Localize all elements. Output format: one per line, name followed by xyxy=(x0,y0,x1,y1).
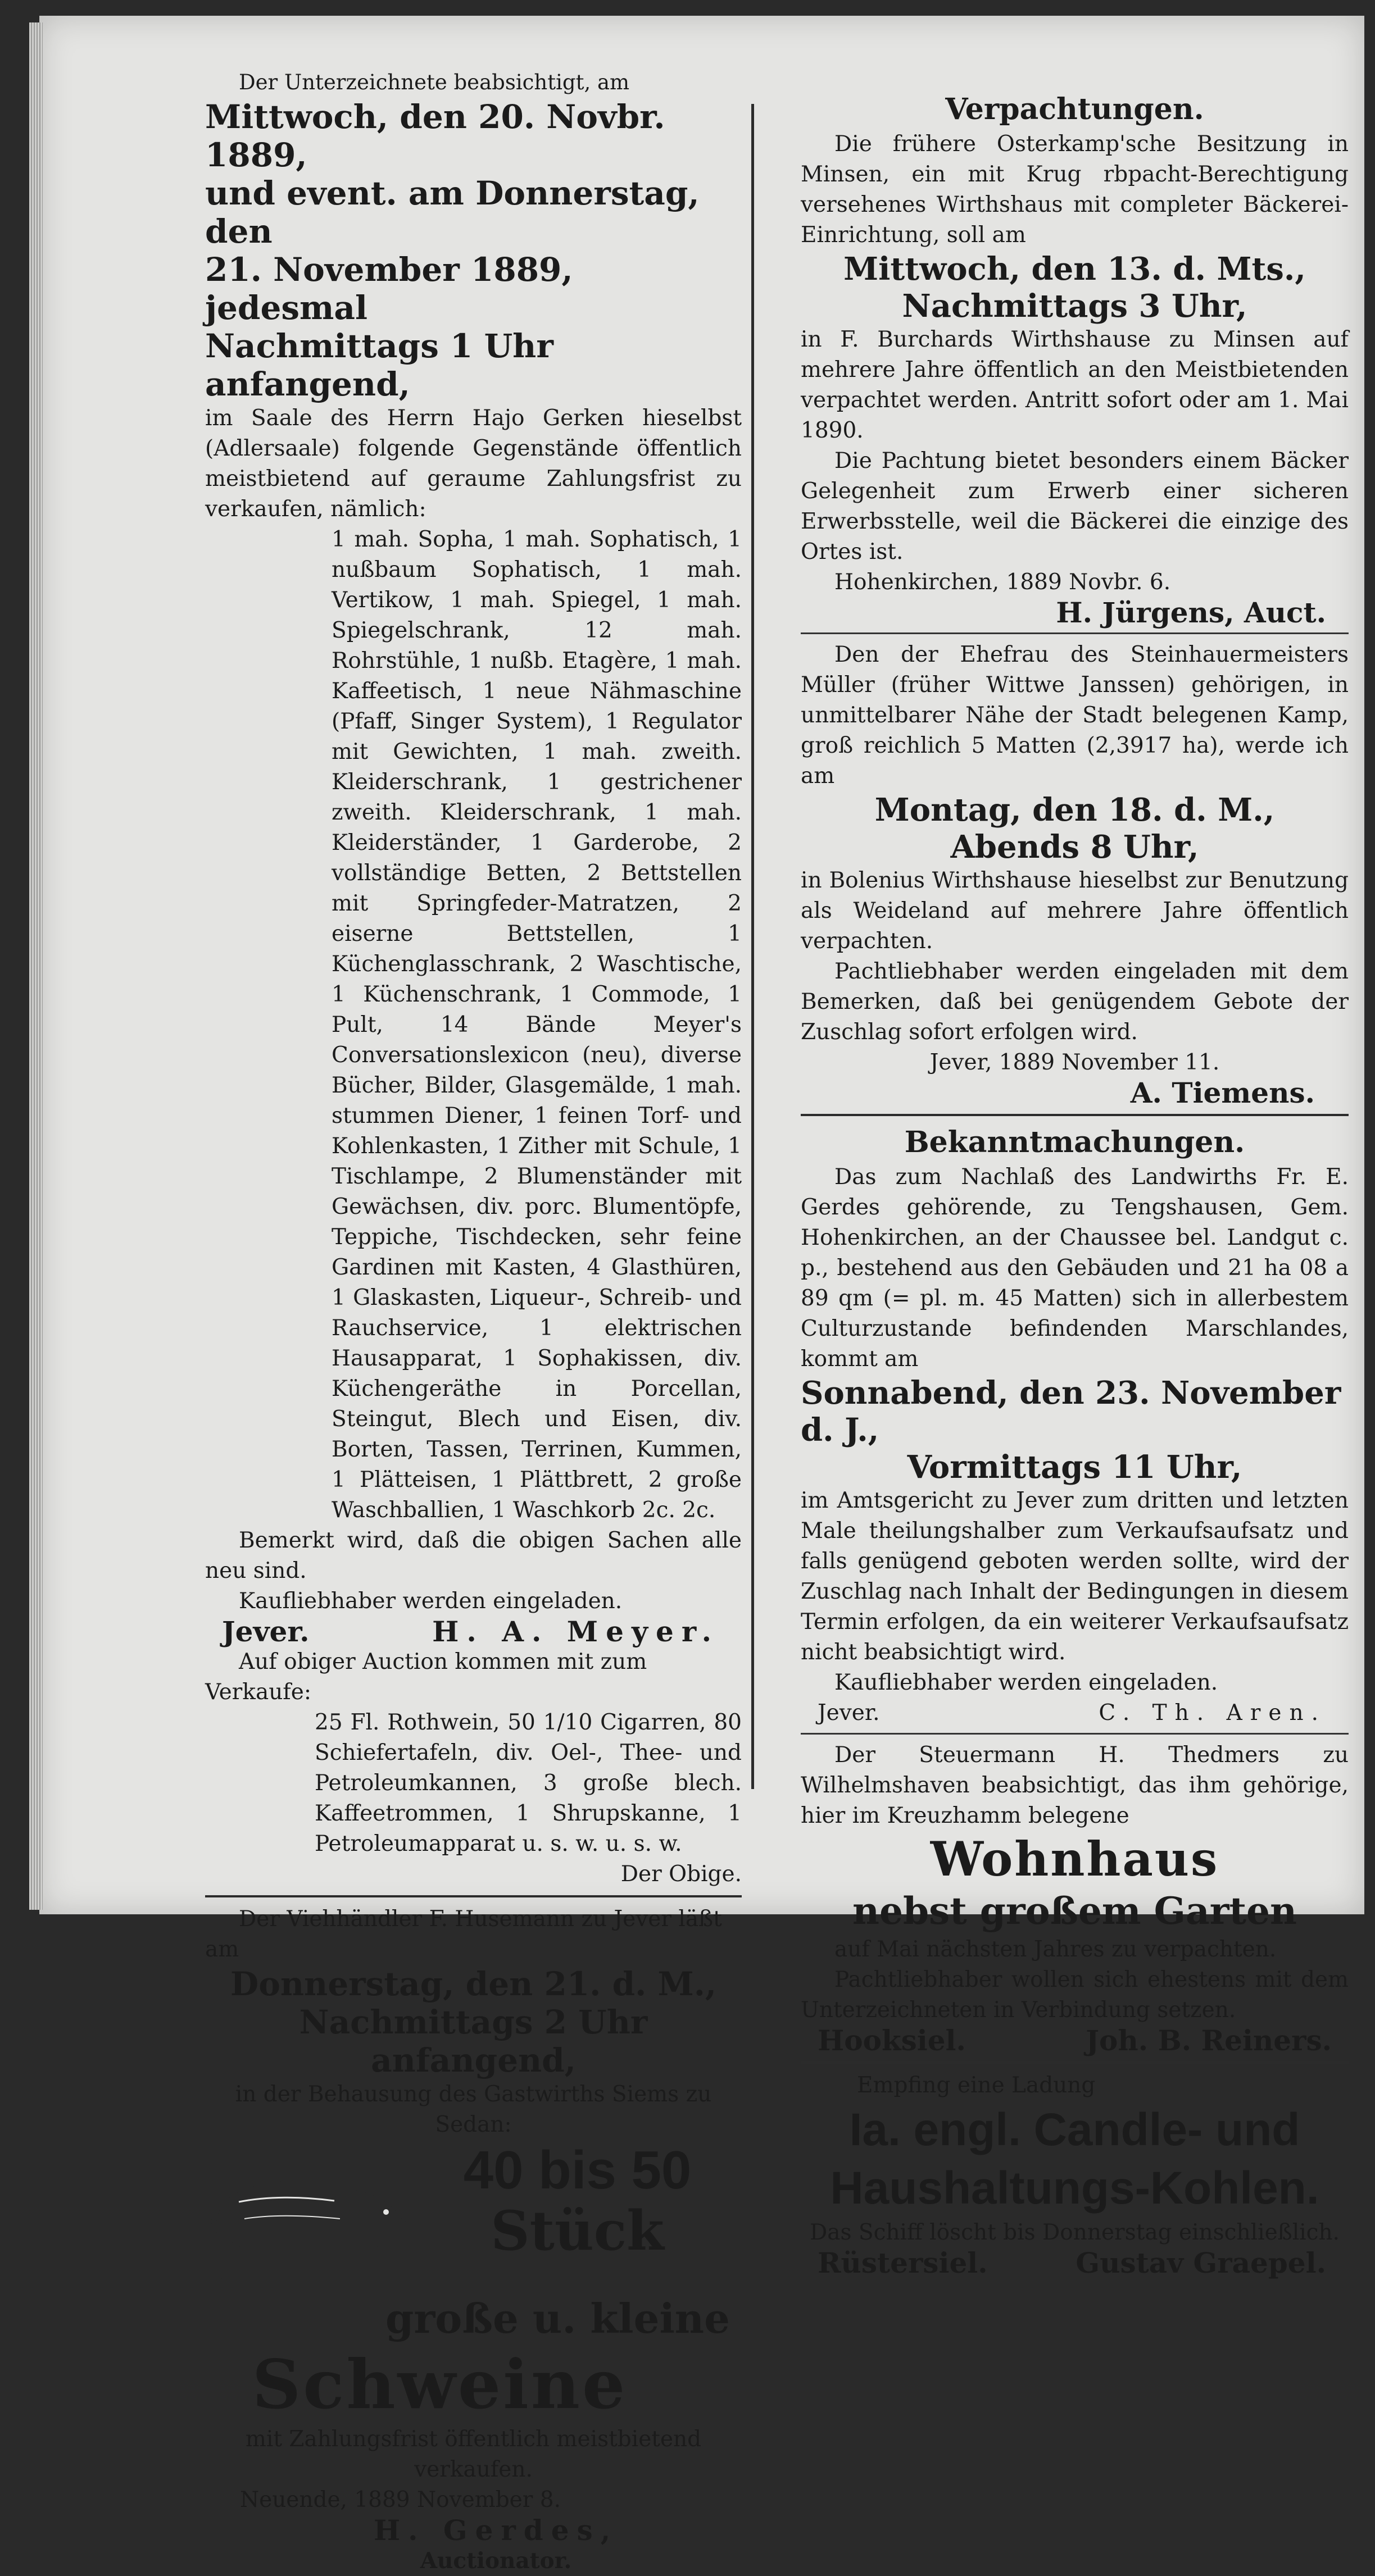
auction-place: Jever. xyxy=(222,1615,310,1648)
pig-dateline: Neuende, 1889 November 8. xyxy=(239,2487,561,2513)
auction-item-list: 1 mah. Sopha, 1 mah. Sophatisch, 1 nußbaum Sophatisch, 1 mah. Vertikow, 1 mah. Spiegel, 1 mah. Spiegelschrank, 12 mah. Rohrstühle, 1 nußb. Etagère, 1 mah. Kaffeetisch, 1 neue Nähmaschine (Pfaff, Singer System), 1 Regulator mit Gewichten, 1 mah. zweith. Kleiderschrank, 1 gestrichener zweith. Kleiderschrank, 1 mah. Kleiderständer, 1 Garderobe, 2 vollständige Betten, 2 Bettstellen mit Springfeder-Matratzen, 2 eiserne Bettstellen, 1 Küchenglasschrank, 2 Waschtische, 1 Küchenschrank, 1 Commode, 1 Pult, 14 Bände Meyer's Conversationslexicon (neu), diverse Bücher, Bilder, Glasgemälde, 1 mah. stummen Diener, 1 feinen Torf- und Kohlenkasten, 1 Zither mit Schule, 1 Tischlampe, 2 Blumenständer mit Gewächsen, div. porc. Blumentöpfe, Teppiche, Tischdecken, sehr feine Gardinen mit Kasten, 4 Glasthüren, 1 Glaskasten, Liqueur-, Schreib- und Rauchservice, 1 elektrischen Hausapparat, 1 Sophakissen, div. Küchengeräthe in Porcellan, Steingut, Blech und Eisen, div. Borten, Tassen, Terrinen, Kummen, 1 Plätteisen, 1 Plättbrett, 2 große Waschballien, 1 Waschkorb 2c. 2c. xyxy=(332,527,742,1523)
section-rule xyxy=(205,1895,742,1897)
lease-body: in F. Burchards Wirthshause zu Minsen auf mehrere Jahre öffentlich an den Meistbietenden verpachtet werden. Antritt sofort oder am 1. Mai 1890. xyxy=(801,327,1349,443)
page-edge xyxy=(29,22,43,1910)
pig-sizes: große u. kleine xyxy=(385,2295,730,2342)
section-rule xyxy=(801,1733,1349,1735)
auction-date-line: Mittwoch, den 20. Novbr. 1889, xyxy=(205,98,665,174)
pig-auction-date: Donnerstag, den 21. d. M., xyxy=(230,1965,717,2003)
auction-extra-items: 25 Fl. Rothwein, 50 1/10 Cigarren, 80 Schiefertafeln, div. Oel-, Thee- und Petroleumkannen, 3 große blech. Kaffeetrommen, 1 Shrupskanne, 1 Petroleumapparat u. s. w. u. s. w. xyxy=(315,1710,742,1856)
kamp-lease-notice xyxy=(801,640,1349,1108)
pig-count: 40 bis 50 xyxy=(463,2140,692,2200)
estate-notice-gerdes xyxy=(801,1123,1349,1728)
lease-signer: H. Jürgens, Auct. xyxy=(1056,596,1326,629)
lease-body: Die frühere Osterkamp'sche Besitzung in Minsen, ein mit Krug rbpacht-Berechtigung versehenes Wirthshaus mit completer Bäckerei-Einrichtung, soll am xyxy=(801,131,1349,248)
pig-auction-time: Nachmittags 2 Uhr anfangend, xyxy=(299,2003,648,2079)
auction-extra-signer: Der Obige. xyxy=(620,1862,742,1887)
right-column xyxy=(801,90,1349,2278)
section-rule xyxy=(801,632,1349,634)
notice-buyers-invite: Kaufliebhaber werden eingeladen. xyxy=(834,1670,1218,1695)
lease-dateline: Hohenkirchen, 1889 Novbr. 6. xyxy=(834,570,1171,595)
kamp-dateline: Jever, 1889 November 11. xyxy=(929,1050,1220,1075)
coal-title: Haushaltungs-Kohlen. xyxy=(830,2163,1319,2214)
coal-body: Das Schiff löscht bis Donnerstag einschließlich. xyxy=(809,2220,1340,2245)
pig-auction-notice xyxy=(205,1904,742,2576)
pig-auction-intro: Der Viehhändler F. Husemann zu Jever läßt am xyxy=(205,1906,722,1962)
auction-signature-row xyxy=(205,1617,742,1647)
left-column xyxy=(205,67,742,2576)
notice-place: Jever. xyxy=(818,1700,880,1726)
house-body: auf Mai nächsten Jahres zu verpachten. xyxy=(834,1937,1277,1962)
pig-illustration-block xyxy=(205,2140,742,2292)
lease-notice-minsen xyxy=(801,90,1349,628)
pig-auction-place: in der Behausung des Gastwirths Siems zu Sedan: xyxy=(235,2082,712,2137)
lease-date: Mittwoch, den 13. d. Mts., xyxy=(843,251,1306,288)
house-signer: Joh. B. Reiners. xyxy=(1086,2024,1332,2057)
column-divider xyxy=(751,104,754,1789)
auction-signer: H. A. Meyer. xyxy=(432,1615,719,1648)
pig-woodcut-icon xyxy=(205,2140,413,2292)
kamp-date: Montag, den 18. d. M., xyxy=(874,791,1275,829)
auction-date-line: und event. am Donnerstag, den xyxy=(205,174,700,251)
pig-signer-role: Auctionator. xyxy=(420,2548,572,2574)
house-lease-notice xyxy=(801,1740,1349,2056)
house-body: Der Steuermann H. Thedmers zu Wilhelmshaven beabsichtigt, das ihm gehörige, hier im Kreuzhamm belegene xyxy=(801,1742,1349,1828)
auction-buyers-invite: Kaufliebhaber werden eingeladen. xyxy=(239,1589,623,1614)
notice-heading: Bekanntmachungen. xyxy=(904,1125,1245,1159)
house-subtitle: nebst großem Garten xyxy=(852,1889,1297,1933)
pig-count-block xyxy=(413,2140,742,2261)
notice-body: Das zum Nachlaß des Landwirths Fr. E. Gerdes gehörende, zu Tengshausen, Gem. Hohenkirchen, an der Chaussee bel. Landgut c. p., bestehend aus den Gebäuden und 21 ha 08 a 89 qm (= pl. m. 45 Matten) sich in allerbestem Culturzustande befindenden Marschlandes, kommt am xyxy=(801,1164,1349,1372)
kamp-body: in Bolenius Wirthshause hieselbst zur Benutzung als Weideland auf mehrere Jahre öffentlich verpachten. xyxy=(801,868,1349,954)
auction-date-line: 21. November 1889, jedesmal xyxy=(205,251,573,327)
auction-extra-intro: Auf obiger Auction kommen mit zum Verkaufe: xyxy=(205,1649,647,1705)
coal-intro: Empfing eine Ladung xyxy=(857,2073,1096,2098)
notice-date: Sonnabend, den 23. November d. J., xyxy=(801,1375,1341,1449)
coal-place: Rüstersiel. xyxy=(818,2246,988,2279)
coal-signer: Gustav Graepel. xyxy=(1076,2246,1326,2279)
coal-signature-row xyxy=(801,2248,1349,2278)
coal-title: Ia. engl. Candle- und xyxy=(849,2104,1300,2155)
notice-signer: C. Th. Aren. xyxy=(1099,1700,1326,1726)
lease-time: Nachmittags 3 Uhr, xyxy=(902,288,1247,325)
lease-heading: Verpachtungen. xyxy=(945,92,1204,126)
auction-note: Bemerkt wird, daß die obigen Sachen alle neu sind. xyxy=(205,1528,742,1583)
notice-time: Vormittags 11 Uhr, xyxy=(907,1449,1242,1486)
kamp-signer: A. Tiemens. xyxy=(1130,1076,1315,1109)
notice-body: im Amtsgericht zu Jever zum dritten und letzten Male theilungshalber zum Verkaufsaufsatz und falls genügend geboten werden sollte, wird der Zuschlag nach Inhalt der Bedingungen in diesem Termin erfolgen, da ein weiterer Verkaufsaufsatz nicht beabsichtigt wird. xyxy=(801,1488,1349,1665)
house-place: Hooksiel. xyxy=(818,2024,966,2057)
pig-terms: mit Zahlungsfrist öffentlich meistbietend verkaufen. xyxy=(245,2427,702,2482)
kamp-time: Abends 8 Uhr, xyxy=(950,829,1199,866)
pig-animal: Schweine xyxy=(252,2345,628,2424)
house-title: Wohnhaus xyxy=(930,1831,1219,1887)
kamp-body: Pachtliebhaber werden eingeladen mit dem Bemerken, daß bei genügendem Gebote der Zuschlag sofort erfolgen wird. xyxy=(801,959,1349,1045)
section-rule xyxy=(801,2061,1349,2064)
house-signature-row xyxy=(801,2026,1349,2056)
auction-body: im Saale des Herrn Hajo Gerken hieselbst (Adlersaale) folgende Gegenstände öffentlich meistbietend auf geraume Zahlungsfrist zu verkaufen, nämlich: xyxy=(205,406,742,522)
lease-body: Die Pachtung bietet besonders einem Bäcker Gelegenheit zum Erwerb einer sicheren Erwerbsstelle, weil die Bäckerei die einzige des Ortes ist. xyxy=(801,448,1349,565)
section-rule xyxy=(801,1114,1349,1116)
coal-advert xyxy=(801,2070,1349,2278)
pig-unit: Stück xyxy=(491,2199,664,2263)
kamp-body: Den der Ehefrau des Steinhauermeisters Müller (früher Wittwe Janssen) gehörigen, in unmittelbarer Nähe der Stadt belegenen Kamp, groß reichlich 5 Matten (2,3917 ha), werde ich am xyxy=(801,642,1349,789)
house-body: Pachtliebhaber wollen sich ehestens mit dem Unterzeichneten in Verbindung setzen. xyxy=(801,1967,1349,2023)
auction-time-line: Nachmittags 1 Uhr anfangend, xyxy=(205,327,553,403)
auction-notice-meyer xyxy=(205,67,742,1890)
pig-signer: H. Gerdes, xyxy=(373,2514,619,2547)
notice-signature-row xyxy=(801,1698,1349,1728)
auction-intro: Der Unterzeichnete beabsichtigt, am xyxy=(239,70,630,94)
